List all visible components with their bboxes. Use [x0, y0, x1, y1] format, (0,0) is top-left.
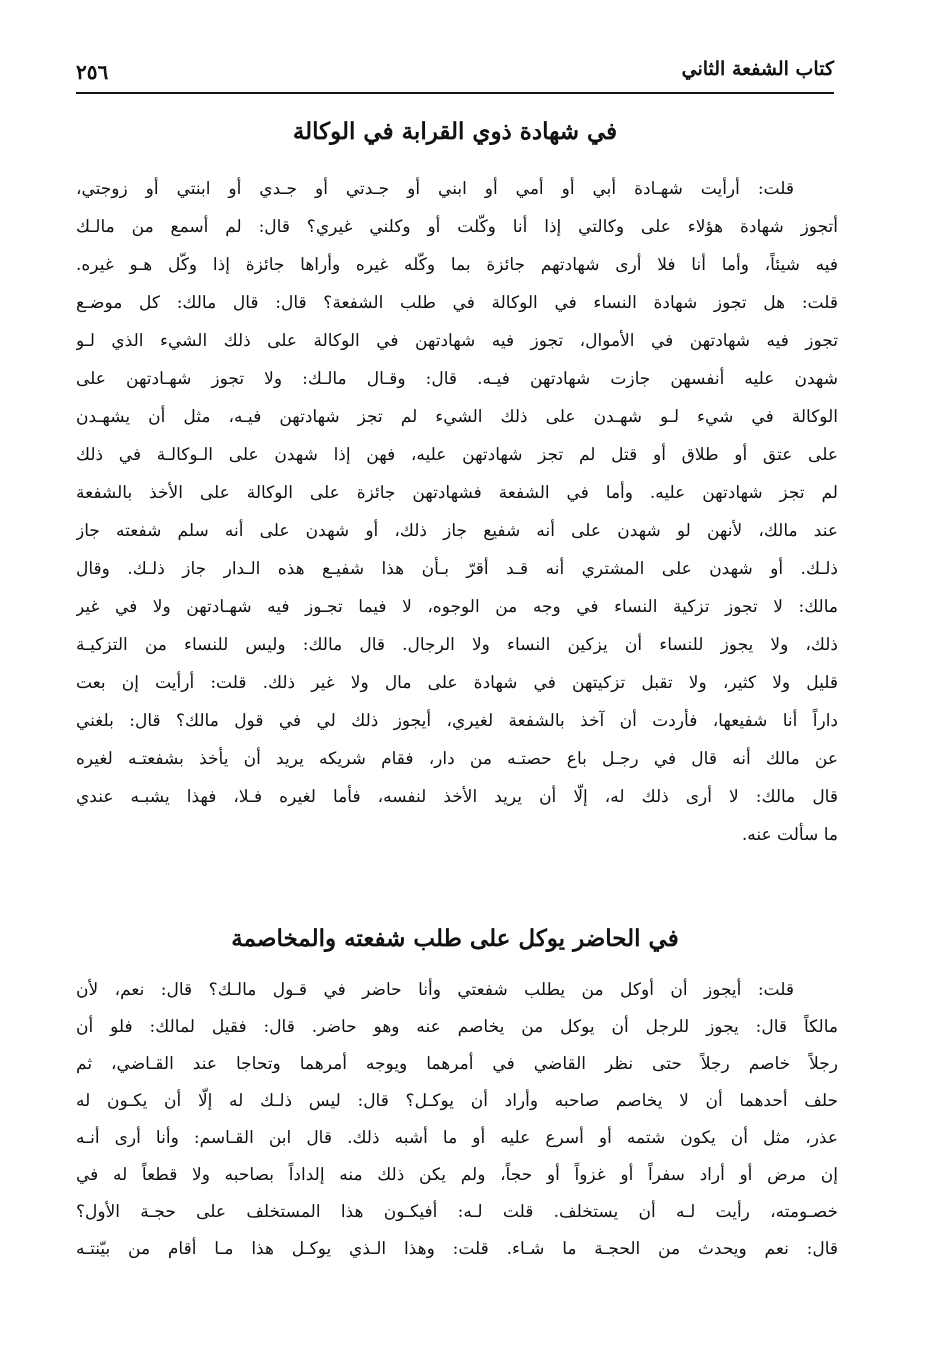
text-line: لم تجز شهادتهن عليه. وأما في الشفعة فشهادتهن جائزة على الوكالة على الأخذ بالشفعة — [76, 483, 838, 503]
page-number: ٢٥٦ — [76, 60, 109, 84]
text-line: قال مالك: لا أرى ذلك له، إلّا أن يريد الأخذ لنفسه، فأما لغيره فـلا، فهذا يشبـه عندي — [76, 787, 838, 807]
text-line: قلت: هل تجوز شهادة النساء في الوكالة في طلب الشفعة؟ قال: قال مالك: كل موضـع — [76, 293, 838, 313]
text-line: داراً أنا شفيعها، فأردت أن آخذ بالشفعة لغيري، أيجوز ذلك لي في قول مالك؟ قال: بلغني — [76, 711, 838, 731]
text-line: أتجوز شهادة هؤلاء على وكالتي إذا أنا وكّلت أو وكلني غيري؟ قال: لم أسمع من مالـك — [76, 217, 838, 237]
text-line: على عتق أو طلاق أو قتل لم تجز شهادتهن عليه، فهن إذا شهدن على الـوكالـة في ذلك — [76, 445, 838, 465]
text-line: تجوز فيه شهادتهن في الأموال، تجوز فيه شهادتهن في الوكالة على ذلك الشيء الذي لـو — [76, 331, 838, 351]
section-body-present-delegation — [76, 972, 838, 1268]
text-line: عند مالك، لأنهن لو شهدن على أنه شفيع جاز ذلك، أو شهدن على أنه سلم شفعته جاز — [76, 521, 838, 541]
text-line: قلت: أرأيت شهـادة أبي أو أمي أو ابني أو جـدتي أو جـدي أو ابنتي أو زوجتي، — [76, 179, 794, 199]
section-body-witness-relatives — [76, 170, 838, 854]
running-title: كتاب الشفعة الثاني — [681, 58, 834, 80]
text-line: الوكالة في شيء لـو شهـدن على ذلك الشيء لم تجز شهادتهن فيـه، مثل أن يشهـدن — [76, 407, 838, 427]
section-title-present-delegation: في الحاضر يوكل على طلب شفعته والمخاصمة — [231, 925, 679, 952]
section-title-witness-relatives: في شهادة ذوي القرابة في الوكالة — [292, 118, 618, 145]
text-line: مالكاً قال: يجوز للرجل أن يوكل من يخاصم عنه وهو حاضر. قال: فقيل لمالك: فلو أن — [76, 1017, 838, 1037]
text-line: قليل ولا كثير، ولا تقبل تزكيتهن في شهادة على مال ولا غير ذلك. قلت: أرأيت إن بعت — [76, 673, 838, 693]
text-line: عذر، مثل أن يكون شتمه أو أسرع عليه أو ما أشبه ذلك. قال ابن القـاسم: وأنا أرى أنـه — [76, 1128, 838, 1148]
text-line: عن مالك أنه قال في رجـل باع حصتـه من دار، فقام شريكه يريد أن يأخذ بشفعتـه لغيره — [76, 749, 838, 769]
text-line: رجلاً خاصم رجلاً حتى نظر القاضي في أمرهما ويوجه أمرهما وتحاجا عند القـاضي، ثم — [76, 1054, 838, 1074]
text-line: مالك: لا تجوز تزكية النساء في وجه من الوجوه، لا فيما تجـوز فيه شهـادتهن ولا في غير — [76, 597, 838, 617]
text-line: ذلك، ولا يجوز للنساء أن يزكين النساء ولا الرجال. قال مالك: وليس للنساء من التزكيـة — [76, 635, 838, 655]
text-line: شهدن عليه أنفسهن جازت شهادتهن فيـه. قال: وقـال مالـك: ولا تجوز شهـادتهن على — [76, 369, 838, 389]
text-line: ذلـك. أو شهدن على المشتري أنه قـد أقرّ بـأن هذا شفيـع هذه الـدار جاز ذلـك. وقال — [76, 559, 838, 579]
text-line: ما سألت عنه. — [741, 825, 838, 845]
text-line: إن مرض أو أراد سفراً أو غزواً أو حجاً، ولم يكن ذلك منه إلداداً بصاحبه ولا قطعاً له في — [76, 1165, 838, 1185]
text-line: قال: نعم ويحدث من الحجـة ما شـاء. قلت: وهذا الـذي يوكـل هذا مـا أقام من بيّنتـه — [76, 1239, 838, 1259]
text-line: قلت: أيجوز أن أوكل من يطلب شفعتي وأنا حاضر في قـول مالـك؟ قال: نعم، لأن — [76, 980, 794, 1000]
text-line: خصـومته، رأيت لـه أن يستخلف. قلت لـه: أفيكـون هذا المستخلف على حجـة الأول؟ — [76, 1202, 838, 1222]
text-line: فيه شيئاً، وأما أنا فلا أرى شهادتهم جائزة بما وكّله غيره وأراها جائزة إذا وكّل هـو غيره. — [76, 255, 838, 275]
text-line: حلف أحدهما أن لا يخاصم صاحبه وأراد أن يوكـل؟ قال: ليس ذلـك له إلّا أن يكـون له — [76, 1091, 838, 1111]
running-header — [76, 56, 834, 94]
